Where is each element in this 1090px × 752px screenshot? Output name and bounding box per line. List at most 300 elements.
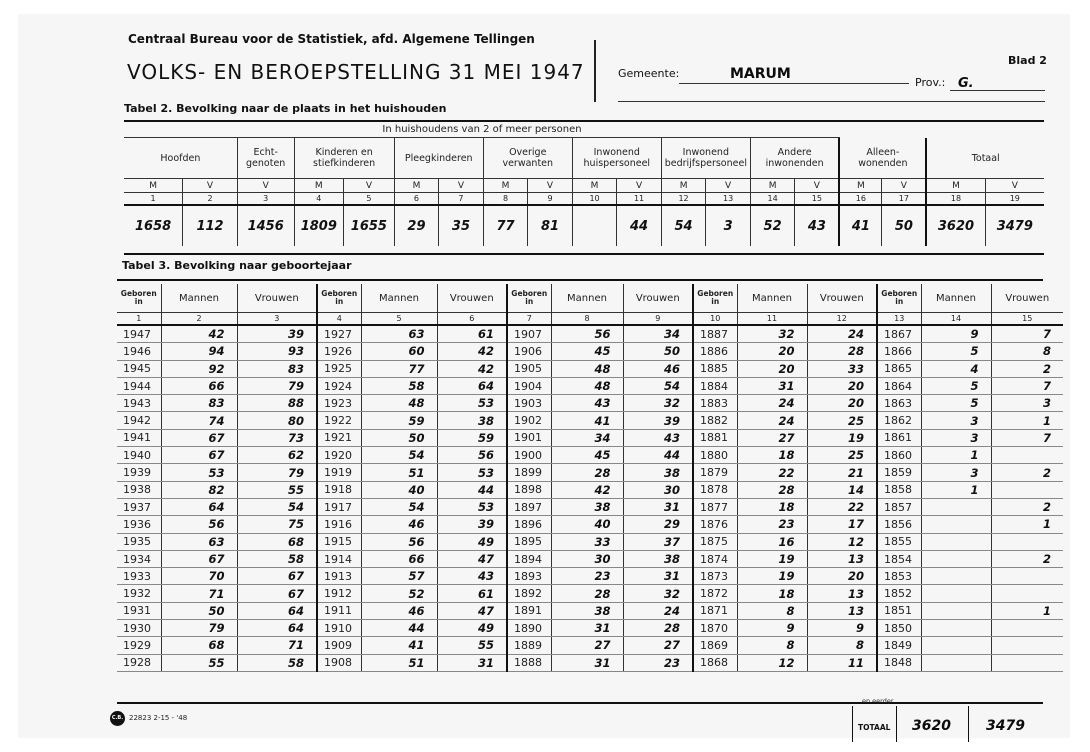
tabel2-colnum-cell: 13 [706,193,751,206]
group-bedrijfspersoneel: Inwonend bedrijfspersoneel [661,138,750,179]
tabel3-colnum-row [117,313,1063,326]
year-cell: 1887 [693,325,737,343]
mannen-count-cell: 58 [361,377,437,394]
tabel2-value-cell: 3620 [926,205,985,246]
vrouwen-count-cell: 21 [807,464,877,481]
vrouwen-count-cell: 50 [623,343,693,360]
mannen-count-cell: 24 [737,395,807,412]
vrouwen-count-cell: 42 [437,343,507,360]
vrouwen-count-cell: 1 [991,516,1063,533]
tabel2-colnum-cell: 2 [183,193,238,206]
year-cell: 1903 [507,395,551,412]
tabel2-bottom-rule [124,253,1044,255]
vrouwen-count-cell: 32 [623,585,693,602]
mannen-count-cell: 16 [737,533,807,550]
tabel3-colnum-cell: 13 [877,313,921,326]
header-vrouwen: Vrouwen [623,284,693,313]
year-cell: 1917 [317,498,361,515]
tabel2-value-cell: 35 [439,205,484,246]
mannen-count-cell [921,602,991,619]
mannen-count-cell: 27 [737,429,807,446]
mannen-count-cell: 3 [921,429,991,446]
mannen-count-cell: 59 [361,412,437,429]
mannen-count-cell: 27 [551,637,623,654]
vrouwen-count-cell: 39 [623,412,693,429]
mannen-count-cell: 56 [361,533,437,550]
mannen-count-cell: 38 [551,498,623,515]
totaal-box-mid2 [968,706,969,742]
year-cell: 1924 [317,377,361,394]
vrouwen-count-cell: 39 [437,516,507,533]
header-vrouwen: Vrouwen [237,284,317,313]
mannen-count-cell: 64 [161,498,237,515]
tabel2-value-cell: 52 [750,205,795,246]
vrouwen-count-cell: 79 [237,464,317,481]
tabel2-mv-cell: V [528,179,573,193]
vrouwen-count-cell: 88 [237,395,317,412]
mannen-count-cell: 22 [737,464,807,481]
vrouwen-count-cell: 64 [237,620,317,637]
tabel2-mv-cell: M [839,179,882,193]
vrouwen-count-cell: 59 [437,429,507,446]
year-cell: 1910 [317,620,361,637]
year-cell: 1850 [877,620,921,637]
vrouwen-count-cell: 13 [807,585,877,602]
vrouwen-count-cell: 29 [623,516,693,533]
form-code: 22823 2-15 - '48 [129,714,188,722]
vrouwen-count-cell: 49 [437,620,507,637]
mannen-count-cell: 1 [921,447,991,464]
year-cell: 1884 [693,377,737,394]
vrouwen-count-cell: 93 [237,343,317,360]
tabel2-colnum-cell: 16 [839,193,882,206]
year-cell: 1902 [507,412,551,429]
year-cell: 1947 [117,325,161,343]
mannen-count-cell: 54 [361,498,437,515]
year-cell: 1849 [877,637,921,654]
vrouwen-count-cell: 47 [437,602,507,619]
year-cell: 1880 [693,447,737,464]
mannen-count-cell: 30 [551,550,623,567]
year-cell: 1895 [507,533,551,550]
year-cell: 1909 [317,637,361,654]
mannen-count-cell: 53 [161,464,237,481]
mannen-count-cell: 41 [551,412,623,429]
tabel2-colnum-cell: 12 [661,193,706,206]
mannen-count-cell: 94 [161,343,237,360]
table-row [117,550,1063,567]
vrouwen-count-cell: 2 [991,498,1063,515]
mannen-count-cell [921,585,991,602]
year-cell: 1906 [507,343,551,360]
mannen-count-cell: 48 [551,377,623,394]
year-cell: 1935 [117,533,161,550]
header-geboren-in: Geboren in [877,284,921,313]
totaal-box-mid1 [896,706,897,742]
mannen-count-cell: 57 [361,568,437,585]
vrouwen-count-cell [991,568,1063,585]
mannen-count-cell: 5 [921,377,991,394]
vrouwen-count-cell: 3 [991,395,1063,412]
table-row [117,395,1063,412]
vrouwen-count-cell: 28 [807,343,877,360]
year-cell: 1877 [693,498,737,515]
tabel2-value-cell: 29 [394,205,439,246]
year-cell: 1872 [693,585,737,602]
mannen-count-cell: 67 [161,550,237,567]
year-cell: 1868 [693,654,737,671]
header-geboren-in: Geboren in [120,289,157,306]
tabel2-value-cell: 112 [183,205,238,246]
year-cell: 1856 [877,516,921,533]
year-cell: 1931 [117,602,161,619]
tabel2-top-rule [124,120,1044,122]
year-cell: 1885 [693,360,737,377]
vrouwen-count-cell: 79 [237,377,317,394]
vrouwen-count-cell: 49 [437,533,507,550]
mannen-count-cell: 5 [921,395,991,412]
year-cell: 1936 [117,516,161,533]
mannen-count-cell: 38 [551,602,623,619]
tabel2-value-cell: 3479 [985,205,1044,246]
vrouwen-count-cell: 7 [991,325,1063,343]
tabel2-mv-cell: V [237,179,294,193]
mannen-count-cell: 46 [361,516,437,533]
mannen-count-cell: 51 [361,464,437,481]
vrouwen-count-cell: 1 [991,602,1063,619]
table-row [117,498,1063,515]
mannen-count-cell: 1 [921,481,991,498]
mannen-count-cell [921,654,991,671]
vrouwen-count-cell: 33 [807,360,877,377]
vrouwen-count-cell: 25 [807,412,877,429]
tabel2-mv-cell: V [882,179,927,193]
year-cell: 1851 [877,602,921,619]
mannen-count-cell [921,550,991,567]
vrouwen-count-cell: 83 [237,360,317,377]
tabel2-mv-cell: M [661,179,706,193]
tabel3-bottom-rule [117,702,1043,704]
year-cell: 1923 [317,395,361,412]
year-cell: 1881 [693,429,737,446]
mannen-count-cell: 24 [737,412,807,429]
mannen-count-cell: 71 [161,585,237,602]
vrouwen-count-cell: 2 [991,360,1063,377]
vrouwen-count-cell: 24 [807,325,877,343]
mannen-count-cell: 45 [551,447,623,464]
vrouwen-count-cell: 47 [437,550,507,567]
tabel2-value-cell: 41 [839,205,882,246]
cbs-logo-text: C.B. [111,715,124,721]
vrouwen-count-cell: 55 [437,637,507,654]
year-cell: 1901 [507,429,551,446]
tabel2-mv-cell: M [294,179,344,193]
year-cell: 1908 [317,654,361,671]
mannen-count-cell: 19 [737,550,807,567]
vrouwen-count-cell: 27 [623,637,693,654]
header-geboren-in: Geboren in [693,284,737,313]
year-cell: 1865 [877,360,921,377]
vrouwen-count-cell: 31 [623,498,693,515]
vrouwen-count-cell: 54 [237,498,317,515]
table-row [117,637,1063,654]
tabel2-mv-cell: V [439,179,484,193]
mannen-count-cell: 92 [161,360,237,377]
mannen-count-cell: 23 [551,568,623,585]
mannen-count-cell: 31 [551,654,623,671]
table-row [117,585,1063,602]
year-cell: 1916 [317,516,361,533]
year-cell: 1867 [877,325,921,343]
mannen-count-cell: 79 [161,620,237,637]
mannen-count-cell: 48 [551,360,623,377]
year-cell: 1915 [317,533,361,550]
mannen-count-cell: 3 [921,412,991,429]
vrouwen-count-cell [991,620,1063,637]
vrouwen-count-cell: 31 [437,654,507,671]
mannen-count-cell: 51 [361,654,437,671]
year-cell: 1933 [117,568,161,585]
year-cell: 1920 [317,447,361,464]
mannen-count-cell: 77 [361,360,437,377]
year-cell: 1939 [117,464,161,481]
tabel2-colnum-cell: 1 [124,193,183,206]
tabel2-value-cell: 50 [882,205,927,246]
vrouwen-count-cell: 8 [991,343,1063,360]
table-row [117,620,1063,637]
header-mannen: Mannen [361,284,437,313]
year-cell: 1864 [877,377,921,394]
tabel3-body [117,325,1063,671]
tabel2-span-header: In huishoudens van 2 of meer personen [382,124,582,135]
vrouwen-count-cell: 13 [807,550,877,567]
vrouwen-count-cell: 20 [807,568,877,585]
mannen-count-cell: 28 [737,481,807,498]
mannen-count-cell: 8 [737,602,807,619]
blad-label: Blad 2 [1008,54,1047,67]
tabel2-value-cell: 1456 [237,205,294,246]
year-cell: 1894 [507,550,551,567]
year-cell: 1934 [117,550,161,567]
mannen-count-cell: 31 [551,620,623,637]
tabel2-colnum-cell: 18 [926,193,985,206]
tabel2-mv-cell: V [344,179,395,193]
mannen-count-cell: 28 [551,585,623,602]
mannen-count-cell: 5 [921,343,991,360]
year-cell: 1899 [507,464,551,481]
tabel2-mv-row [124,179,1044,193]
mannen-count-cell: 67 [161,429,237,446]
tabel3-colnum-cell: 12 [807,313,877,326]
mannen-count-cell: 32 [737,325,807,343]
mannen-count-cell: 82 [161,481,237,498]
year-cell: 1883 [693,395,737,412]
year-cell: 1890 [507,620,551,637]
tabel2-colnum-cell: 11 [617,193,662,206]
mannen-count-cell: 44 [361,620,437,637]
table-row [117,343,1063,360]
year-cell: 1927 [317,325,361,343]
tabel3-colnum-cell: 4 [317,313,361,326]
year-cell: 1938 [117,481,161,498]
year-cell: 1878 [693,481,737,498]
vrouwen-count-cell: 54 [623,377,693,394]
vrouwen-count-cell: 11 [807,654,877,671]
year-cell: 1891 [507,602,551,619]
group-andere-inwonenden: Andere inwonenden [750,138,839,179]
tabel2-value-cell: 1658 [135,218,172,234]
vrouwen-count-cell: 14 [807,481,877,498]
tabel2-colnum-cell: 7 [439,193,484,206]
vrouwen-count-cell: 62 [237,447,317,464]
header-vrouwen: Vrouwen [807,284,877,313]
vrouwen-count-cell: 42 [437,360,507,377]
mannen-count-cell: 20 [737,360,807,377]
vrouwen-count-cell [991,447,1063,464]
mannen-count-cell [921,516,991,533]
mannen-count-cell: 50 [161,602,237,619]
year-cell: 1860 [877,447,921,464]
mannen-count-cell: 31 [737,377,807,394]
table-row [117,412,1063,429]
tabel3-colnum-cell: 1 [117,313,161,326]
vrouwen-count-cell: 39 [237,325,317,343]
year-cell: 1889 [507,637,551,654]
mannen-count-cell: 41 [361,637,437,654]
tabel3-header-row [117,284,1063,313]
mannen-count-cell: 63 [361,325,437,343]
vrouwen-count-cell: 12 [807,533,877,550]
en-eerder-label: en eerder [862,697,894,705]
group-huispersoneel: Inwonend huispersoneel [572,138,661,179]
header-mannen: Mannen [551,284,623,313]
year-cell: 1896 [507,516,551,533]
vrouwen-count-cell: 30 [623,481,693,498]
header-geboren-in: Geboren in [507,284,551,313]
mannen-count-cell: 12 [737,654,807,671]
vrouwen-count-cell: 53 [437,464,507,481]
vrouwen-count-cell [991,533,1063,550]
tabel3-top-rule [117,279,1043,281]
prov-value: G. [958,76,974,91]
vrouwen-count-cell: 23 [623,654,693,671]
vrouwen-count-cell: 64 [237,602,317,619]
year-cell: 1928 [117,654,161,671]
group-pleegkinderen: Pleegkinderen [394,138,483,179]
table-row [117,568,1063,585]
vrouwen-count-cell [991,481,1063,498]
vrouwen-count-cell: 17 [807,516,877,533]
vrouwen-count-cell [991,654,1063,671]
tabel2-colnum-cell: 4 [294,193,344,206]
tabel2-mv-cell: V [706,179,751,193]
mannen-count-cell [921,498,991,515]
tabel3-colnum-cell: 7 [507,313,551,326]
header-vrouwen: Vrouwen [991,284,1063,313]
tabel2-mv-cell: M [124,179,183,193]
year-cell: 1912 [317,585,361,602]
tabel3-title: Tabel 3. Bevolking naar geboortejaar [122,259,352,272]
tabel2-mv-cell: M [394,179,439,193]
tabel2-mv-cell: M [926,179,985,193]
vrouwen-count-cell: 58 [237,654,317,671]
year-cell: 1866 [877,343,921,360]
year-cell: 1898 [507,481,551,498]
year-cell: 1886 [693,343,737,360]
year-cell: 1848 [877,654,921,671]
vrouwen-count-cell: 24 [623,602,693,619]
tabel2-mv-cell: V [795,179,840,193]
vrouwen-count-cell: 43 [623,429,693,446]
year-cell: 1852 [877,585,921,602]
mannen-count-cell [921,568,991,585]
tabel2-colnum-cell: 6 [394,193,439,206]
year-cell: 1919 [317,464,361,481]
header-vrouwen: Vrouwen [437,284,507,313]
mannen-count-cell: 68 [161,637,237,654]
mannen-count-cell: 28 [551,464,623,481]
tabel2-colnum-cell: 19 [985,193,1044,206]
mannen-count-cell: 60 [361,343,437,360]
vrouwen-count-cell: 61 [437,585,507,602]
year-cell: 1904 [507,377,551,394]
tabel2-colnum-cell: 17 [882,193,927,206]
table-row [117,325,1063,343]
year-cell: 1892 [507,585,551,602]
year-cell: 1914 [317,550,361,567]
mannen-count-cell: 63 [161,533,237,550]
tabel3-colnum-cell: 9 [623,313,693,326]
vrouwen-count-cell: 46 [623,360,693,377]
year-cell: 1855 [877,533,921,550]
header-mannen: Mannen [921,284,991,313]
year-cell: 1863 [877,395,921,412]
mannen-count-cell: 55 [161,654,237,671]
year-cell: 1873 [693,568,737,585]
header-mannen: Mannen [737,284,807,313]
mannen-count-cell: 43 [551,395,623,412]
tabel2-mv-cell: M [572,179,617,193]
year-cell: 1897 [507,498,551,515]
tabel3-colnum-cell: 2 [161,313,237,326]
year-cell: 1871 [693,602,737,619]
header-geboren-in: Geboren in [317,284,361,313]
year-cell: 1853 [877,568,921,585]
prov-label: Prov.: [915,76,946,89]
year-cell: 1861 [877,429,921,446]
year-cell: 1862 [877,412,921,429]
vrouwen-count-cell: 38 [437,412,507,429]
mannen-count-cell [921,637,991,654]
year-cell: 1930 [117,620,161,637]
tabel2-value-cell: 1655 [344,205,395,246]
mannen-count-cell: 19 [737,568,807,585]
tabel2-colnum-cell: 3 [237,193,294,206]
tabel2-value-cell: 3 [706,205,751,246]
mannen-count-cell: 4 [921,360,991,377]
group-totaal: Totaal [926,138,1044,179]
mannen-count-cell: 9 [737,620,807,637]
year-cell: 1937 [117,498,161,515]
mannen-count-cell: 66 [161,377,237,394]
vrouwen-count-cell: 44 [623,447,693,464]
vrouwen-count-cell: 34 [623,325,693,343]
tabel2-mv-cell: M [750,179,795,193]
gemeente-value: MARUM [730,66,791,82]
mannen-count-cell: 9 [921,325,991,343]
tabel2-mv-cell: V [617,179,662,193]
vrouwen-count-cell: 64 [437,377,507,394]
